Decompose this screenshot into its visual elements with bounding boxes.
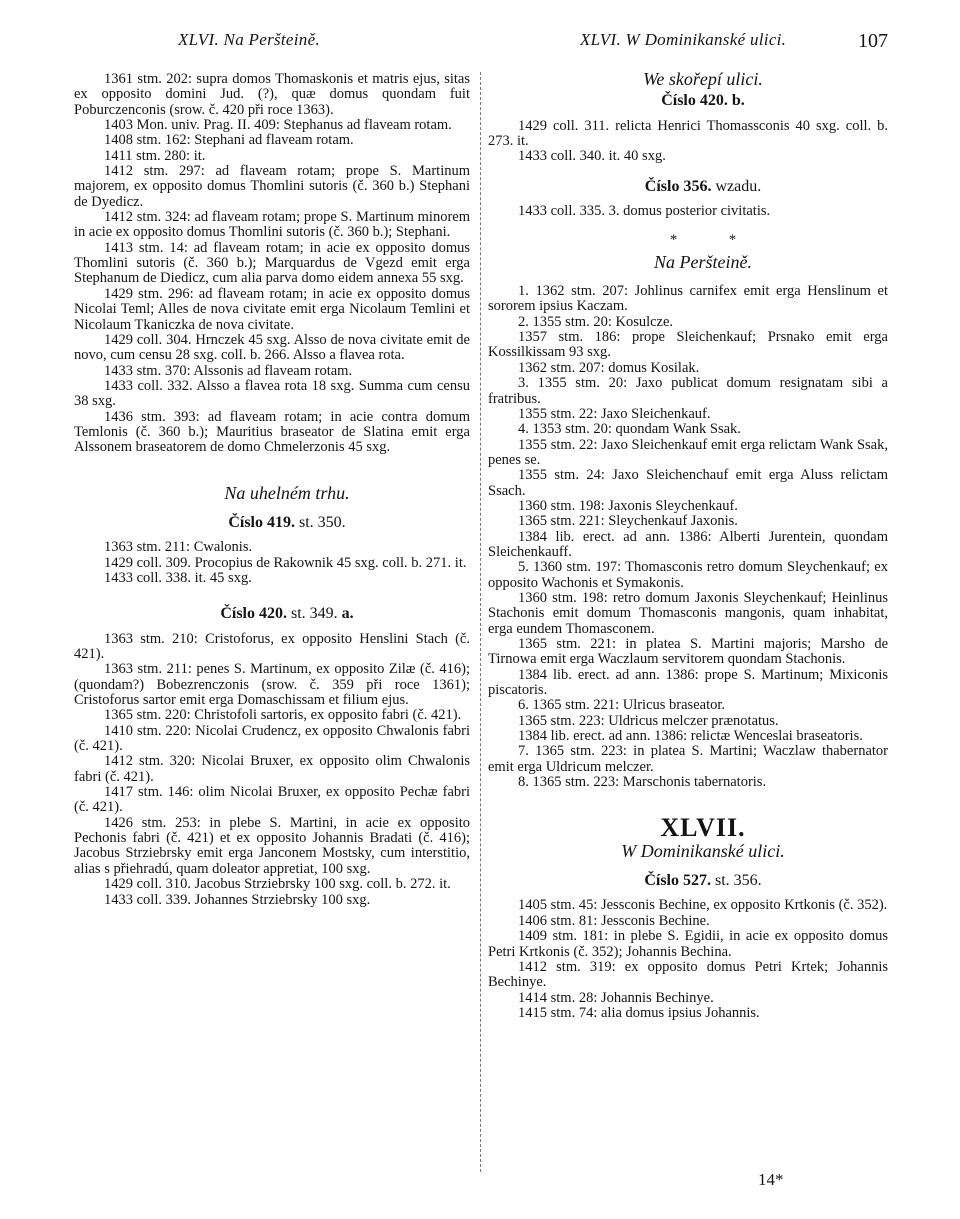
record-entry: 1355 stm. 24: Jaxo Sleichenchauf emit erga Aluss relictam Ssach. xyxy=(488,467,888,499)
entries-420a xyxy=(74,632,470,908)
number-label: Číslo 527. xyxy=(644,872,711,890)
record-entry: 1433 stm. 370: Alssonis ad flaveam rotam. xyxy=(104,362,353,379)
record-entry: 1408 stm. 162: Stephani ad flaveam rotam. xyxy=(104,132,354,149)
number-suffix: wzadu. xyxy=(715,177,762,195)
section-heading-dominikanska: W Dominikanské ulici. xyxy=(621,840,785,861)
record-entry: 2. 1355 stm. 20: Kosulcze. xyxy=(518,313,674,330)
number-label: Číslo 419. xyxy=(228,513,295,531)
entries-top xyxy=(74,72,470,456)
record-entry: 1413 stm. 14: ad flaveam rotam; in acie ex opposito domus Thomlini sutoris (č. 360 b.); Marquardus de Vgezd emit erga Stephanum de Diedicz, cum alia parva domo eidem annexa 55 sxg. xyxy=(74,239,470,287)
number-label: Číslo 420. b. xyxy=(661,92,745,110)
record-entry: 1414 stm. 28: Johannis Bechinye. xyxy=(518,989,714,1006)
record-entry: 3. 1355 stm. 20: Jaxo publicat domum resignatam sibi a fratribus. xyxy=(488,375,888,407)
number-heading-419 xyxy=(74,515,470,530)
record-entry: 1384 lib. erect. ad ann. 1386: Alberti Jurentein, quondam Sleichenkauff. xyxy=(488,528,888,560)
record-entry: 1365 stm. 223: Uldricus melczer prænotatus. xyxy=(518,712,779,729)
record-entry: 1365 stm. 221: Sleychenkauf Jaxonis. xyxy=(518,513,738,530)
record-entry: 7. 1365 stm. 223: in platea S. Martini; Waczlaw thabernator emit erga Uldricum melczer. xyxy=(488,743,888,775)
record-entry: 1361 stm. 202: supra domos Thomaskonis et matris ejus, sitas ex opposito domini Jud. (?), quæ domus quondam fuit Poburczenconis (srow. č. 420 při roce 1363). xyxy=(74,71,470,118)
record-entry: 1412 stm. 297: ad flaveam rotam; prope S. Martinum majorem, ex opposito domus Thomlini sutoris (č. 360 b.) Stephani de Dyedicz. xyxy=(74,163,470,210)
record-entry: 1411 stm. 280: it. xyxy=(104,147,206,164)
number-heading-420b xyxy=(488,93,888,108)
section-heading-perstein: Na Peršteině. xyxy=(654,251,752,272)
section-separator-stars: * * xyxy=(669,232,761,249)
record-entry: 1357 stm. 186: prope Sleichenkauf; Prsnako emit erga Kossilkissam 93 sxg. xyxy=(488,329,888,361)
record-entry: 1429 coll. 310. Jacobus Strziebrsky 100 sxg. coll. b. 272. it. xyxy=(104,876,451,893)
record-entry: 1433 coll. 339. Johannes Strziebrsky 100 sxg. xyxy=(104,891,371,908)
record-entry: 4. 1353 stm. 20: quondam Wank Ssak. xyxy=(518,421,741,438)
record-entry: 1362 stm. 207: domus Kosilak. xyxy=(518,359,700,376)
right-column xyxy=(488,69,888,1021)
record-entry: 1429 coll. 311. relicta Henrici Thomassconis 40 sxg. coll. b. 273. it. xyxy=(488,117,888,150)
number-suffix: a. xyxy=(341,605,354,623)
number-heading-420a xyxy=(74,606,470,621)
st-label: st. 356. xyxy=(715,872,762,890)
st-label: st. 349. xyxy=(291,605,338,623)
record-entry: 1433 coll. 335. 3. domus posterior civitatis. xyxy=(518,203,771,220)
entries-perstein xyxy=(488,284,888,790)
number-label: Číslo 356. xyxy=(644,177,712,195)
record-entry: 1409 stm. 181: in plebe S. Egidii, in acie ex opposito domus Petri Krtkonis (č. 352); Johannis Bechina. xyxy=(488,928,888,960)
record-entry: 1363 stm. 211: Cwalonis. xyxy=(104,539,253,556)
entries-527 xyxy=(488,898,888,1021)
column-divider xyxy=(480,72,481,1172)
record-entry: 1406 stm. 81: Jessconis Bechine. xyxy=(518,912,710,929)
record-entry: 1405 stm. 45: Jessconis Bechine, ex opposito Krtkonis (č. 352). xyxy=(518,897,888,914)
signature-mark: 14* xyxy=(758,1170,784,1189)
record-entry: 1433 coll. 340. it. 40 sxg. xyxy=(518,148,666,165)
record-entry: 8. 1365 stm. 223: Marschonis tabernatoris. xyxy=(518,774,767,791)
record-entry: 1433 coll. 338. it. 45 sxg. xyxy=(104,569,252,586)
record-entry: 1. 1362 stm. 207: Johlinus carnifex emit erga Henslinum et sororem ipsius Kaczam. xyxy=(488,283,888,315)
number-label: Číslo 420. xyxy=(220,605,287,623)
record-entry: 1384 lib. erect. ad ann. 1386: prope S. Martinum; Mixiconis piscatoris. xyxy=(488,666,888,699)
record-entry: 1429 coll. 304. Hrnczek 45 sxg. Alsso de nova civitate emit de novo, cum censu 28 sxg. coll. b. 266. Alsso a flavea rota. xyxy=(74,331,470,364)
record-entry: 1363 stm. 211: penes S. Martinum, ex opposito Zilæ (č. 416); (quondam?) Bobezrenczonis (srow. č. 359 při roce 1361); Cristoforus sartor emit erga Domaschissam et filium ejus. xyxy=(74,661,470,709)
record-entry: 1403 Mon. univ. Prag. II. 409: Stephanus ad flaveam rotam. xyxy=(104,117,452,134)
number-heading-527 xyxy=(488,873,888,888)
left-column xyxy=(74,72,470,908)
record-entry: 6. 1365 stm. 221: Ulricus braseator. xyxy=(518,697,726,714)
section-heading-skorepi: We skořepí ulici. xyxy=(643,69,763,89)
running-header-right: XLVI. W Dominikanské ulici. xyxy=(580,30,787,49)
record-entry: 1355 stm. 22: Jaxo Sleichenkauf. xyxy=(518,405,711,422)
record-entry: 1436 stm. 393: ad flaveam rotam; in acie contra domum Temlonis (č. 360 b.); Mauritius braseator de Slatina emit erga Alssonem braseatorem de domo Chmelerzonis 45 sxg. xyxy=(74,408,470,456)
record-entry: 1417 stm. 146: olim Nicolai Bruxer, ex opposito Pechæ fabri (č. 421). xyxy=(74,784,470,816)
record-entry: 1410 stm. 220: Nicolai Crudencz, ex opposito Chwalonis fabri (č. 421). xyxy=(74,722,470,755)
record-entry: 1360 stm. 198: retro domum Jaxonis Sleychenkauf; Heinlinus Stachonis emit domum Thomasconis mangonis, quam inhabitat, erga eundem Thomasconem. xyxy=(488,589,888,637)
record-entry: 1412 stm. 324: ad flaveam rotam; prope S. Martinum minorem in acie ex opposito domus Thomlini sutoris (č. 360 b.); Stephani. xyxy=(74,209,470,241)
record-entry: 1355 stm. 22: Jaxo Sleichenkauf emit erga relictam Wank Ssak, penes se. xyxy=(488,436,888,468)
record-entry: 1429 coll. 309. Procopius de Rakownik 45 sxg. coll. b. 271. it. xyxy=(104,554,467,571)
record-entry: 1412 stm. 319: ex opposito domus Petri Krtek; Johannis Bechinye. xyxy=(488,958,888,991)
record-entry: 5. 1360 stm. 197: Thomasconis retro domum Sleychenkauf; ex opposito Wachonis et Symakonis. xyxy=(488,559,888,591)
page-number: 107 xyxy=(858,30,888,52)
record-entry: 1384 lib. erect. ad ann. 1386: relictæ Wenceslai braseatoris. xyxy=(518,728,863,745)
record-entry: 1363 stm. 210: Cristoforus, ex opposito Henslini Stach (č. 421). xyxy=(74,630,470,662)
record-entry: 1426 stm. 253: in plebe S. Martini, in acie ex opposito Pechonis fabri (č. 421) et ex opposito Johannis Bradati (č. 416); Jacobus Strziebrsky emit erga Janconem Mostsky, cum interstitio, alias s přiehradú, quam doleator appretiat, 100 sxg. xyxy=(74,814,470,877)
record-entry: 1433 coll. 332. Alsso a flavea rota 18 sxg. Summa cum censu 38 sxg. xyxy=(74,377,470,410)
st-label: st. 350. xyxy=(299,513,346,531)
record-entry: 1429 stm. 296: ad flaveam rotam; in acie ex opposito domus Nicolai Teml; Alles de nova civitate emit erga Nicolaum Temlini et Nicolaum Tkaniczka de nova civitate. xyxy=(74,285,470,333)
number-heading-356 xyxy=(488,179,888,194)
section-heading-uhelny-trh: Na uhelném trhu. xyxy=(224,482,350,503)
entries-419 xyxy=(74,540,470,586)
record-entry: 1360 stm. 198: Jaxonis Sleychenkauf. xyxy=(518,497,738,514)
record-entry: 1415 stm. 74: alia domus ipsius Johannis. xyxy=(518,1004,760,1021)
entries-420b xyxy=(488,119,888,165)
record-entry: 1365 stm. 221: in platea S. Martini majoris; Marsho de Tirnowa emit erga Waczlaum servitorem quondam Stachonis. xyxy=(488,636,888,668)
entries-356 xyxy=(488,204,888,219)
record-entry: 1365 stm. 220: Christofoli sartoris, ex opposito fabri (č. 421). xyxy=(104,707,462,724)
chapter-heading: XLVII. xyxy=(660,813,746,843)
running-header-left: XLVI. Na Peršteině. xyxy=(178,30,320,49)
record-entry: 1412 stm. 320: Nicolai Bruxer, ex opposito olim Chwalonis fabri (č. 421). xyxy=(74,753,470,785)
